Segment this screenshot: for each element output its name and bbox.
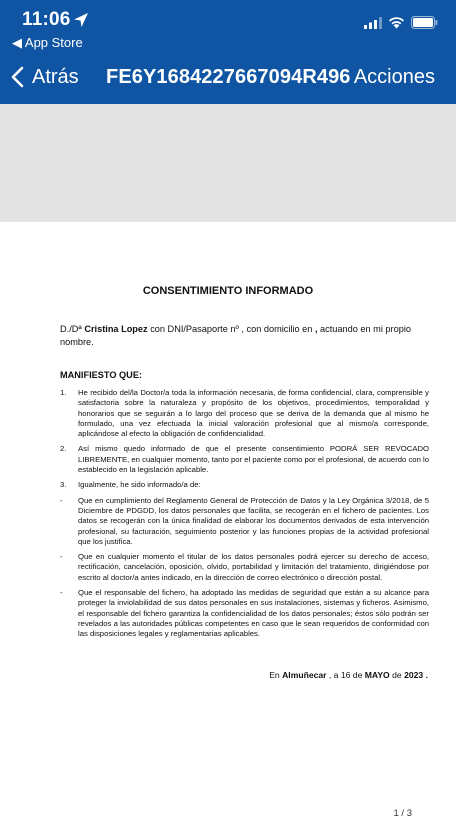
chevron-left-icon — [10, 66, 24, 88]
numbered-item: 2. Así mismo quedo informado de que el presente consentimiento PODRÁ SER REVOCADO LIBREMENTE, en cualquier momento, tanto por el paciente como por el profesional, de acuerdo con lo establecido en la legislación aplicable. — [60, 444, 429, 475]
bullet-item: - Que en cualquier momento el titular de los datos personales podrá ejercer su derecho de acceso, rectificación, cancelación, oposición, olvido, portabilidad y limitación del tratamiento, dirigiéndose por escrito al doctor/a antes indicado, en la dirección de correo electrónico o dirección postal. — [60, 552, 429, 582]
manifiesto-heading: MANIFIESTO QUE: — [60, 370, 143, 380]
intro-paragraph: D./Dª Cristina Lopez con DNI/Pasaporte nº , con domicilio en , actuando en mi propio nombre. — [60, 324, 411, 347]
actions-button[interactable]: Acciones — [353, 66, 435, 88]
signoff-line: En Almuñecar , a 16 de MAYO de 2023 . — [269, 670, 428, 680]
back-to-app-store-link[interactable]: ◀ App Store — [12, 35, 83, 50]
numbered-item: 3. Igualmente, he sido informado/a de: — [60, 480, 201, 490]
document-title: FE6Y1684227667094R496 — [106, 66, 351, 88]
page-indicator: 1 / 3 — [393, 808, 412, 819]
signal-icon — [364, 17, 382, 29]
status-icons — [364, 16, 438, 29]
document-page[interactable] — [0, 222, 456, 826]
back-label: Atrás — [32, 65, 79, 88]
location-arrow-icon — [73, 12, 89, 28]
consent-items — [60, 388, 429, 645]
bullet-item: - Que en cumplimiento del Reglamento General de Protección de Datos y la Ley Orgánica 3/2018, de 5 Diciembre de PDGDD, los datos personales que facilita, se recogerán en el fichero de pacientes. Los datos se recogerán con la única finalidad de elaborar los documentos derivados de esta intervención profesional, su facturación, seguimiento posterior y las funciones propias de la actividad profesional que los justifica. — [60, 495, 429, 546]
wifi-icon — [388, 16, 405, 29]
consent-title: CONSENTIMIENTO INFORMADO — [142, 285, 314, 297]
back-button[interactable] — [10, 60, 79, 94]
bullet-item: - Que el responsable del fichero, ha adoptado las medidas de seguridad que están a su alcance para proteger la inviolabilidad de sus datos personales en sus instalaciones, sistemas y ficheros. Asimismo, el responsable del fichero garantiza la confidencialidad de los datos personales; éstos sólo podrán ser revelados a las autoridades públicas competentes en caso que le sean requeridos de conformidad con las disposiciones legales y reglamentarias aplicables. — [60, 588, 429, 639]
numbered-item: 1. He recibido del/la Doctor/a toda la información necesaria, de forma confidencial, clara, comprensible y satisfactoria sobre la naturaleza y propósito de los objetivos, procedimientos, temporalidad y honorarios que se seguirán a lo largo del proceso que se deriva de la demanda que al mismo he formulado, una vez efectuada la inicial valoración profesional que al mismo/a corresponde, aplicándose al efecto la obligación de confidencialidad. — [60, 388, 429, 439]
status-time: 11:06 — [22, 9, 71, 30]
top-bar — [0, 0, 456, 104]
gray-header-band — [0, 104, 456, 222]
battery-icon — [411, 16, 438, 29]
